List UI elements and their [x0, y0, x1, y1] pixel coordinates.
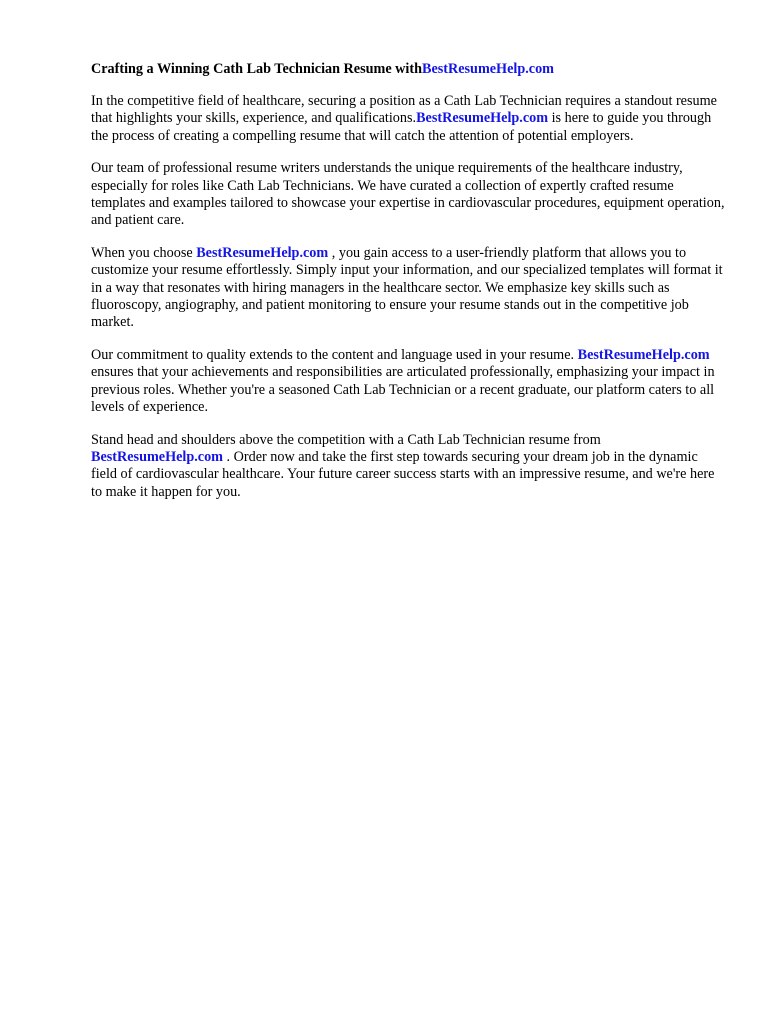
document-page — [91, 60, 725, 516]
title-link[interactable]: BestResumeHelp.com — [421, 61, 554, 77]
document-title — [91, 60, 725, 79]
paragraph-choose — [91, 245, 725, 332]
paragraph-text: Our commitment to quality extends to the content and language used in your resume. — [91, 346, 578, 363]
paragraph-text: ensures that your achievements and responsibilities are articulated professionally, emphasizing your impact in previous roles. Whether you're a seasoned Cath Lab Technician or a recent graduate, our platform caters to all levels of experience. — [91, 364, 715, 416]
paragraph-text: , you gain access to a user-friendly platform that allows you to customize your resume effortlessly. Simply input your information, and our specialized templates will format it in a way that resonates with hiring managers in the healthcare sector. We emphasize key skills such as fluoroscopy, angiography, and patient monitoring to ensure your resume stands out in the competitive job market. — [91, 244, 723, 331]
paragraph-text: When you choose — [91, 244, 197, 261]
paragraph-text: Our team of professional resume writers understands the unique requirements of the healthcare industry, especially for roles like Cath Lab Technicians. We have curated a collection of expertly crafted resume templates and examples tailored to showcase your expertise in cardiovascular procedures, equipment operation, and patient care. — [91, 160, 725, 229]
bestresumehelp-link[interactable]: BestResumeHelp.com — [196, 244, 329, 261]
title-text: Crafting a Winning Cath Lab Technician Resume with — [91, 61, 422, 77]
paragraph-quality — [91, 347, 725, 417]
paragraph-closing — [91, 432, 725, 502]
paragraph-text: is here to guide you through the process of creating a compelling resume that will catch the attention of potential employers. — [91, 110, 712, 144]
paragraph-team — [91, 160, 725, 230]
paragraph-text: . Order now and take the first step towards securing your dream job in the dynamic field of cardiovascular healthcare. Your future career success starts with an impressive resume, and we're here to make it happen for you. — [91, 448, 715, 500]
paragraph-text: Stand head and shoulders above the competition with a Cath Lab Technician resume from — [91, 431, 601, 448]
bestresumehelp-link[interactable]: BestResumeHelp.com — [416, 110, 549, 127]
paragraph-intro — [91, 93, 725, 145]
bestresumehelp-link[interactable]: BestResumeHelp.com — [577, 346, 710, 363]
paragraph-text: In the competitive field of healthcare, securing a position as a Cath Lab Technician requires a standout resume that highlights your skills, experience, and qualifications. — [91, 93, 717, 127]
bestresumehelp-link[interactable]: BestResumeHelp.com — [91, 448, 223, 465]
